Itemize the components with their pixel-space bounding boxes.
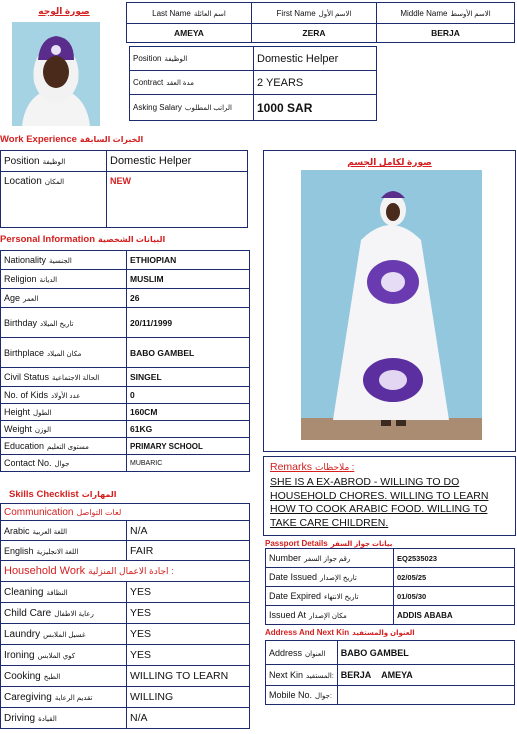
contract-value: 2 YEARS — [254, 71, 377, 95]
last-name-label: Last Name — [152, 8, 191, 18]
communication-title: Communication لغات التواصل — [1, 504, 250, 521]
work-location-value: NEW — [107, 172, 248, 228]
work-location-label: Location — [4, 176, 42, 187]
task-row-child-care: Child Care رعاية الاطفال YES — [1, 603, 250, 624]
household-title: Household Work اجادة الاعمال المنزلية : — [1, 561, 250, 582]
body-photo — [301, 170, 482, 440]
passport-title: Passport Details بيانات جواز السفر — [265, 539, 393, 548]
personal-row-kids: No. of Kids عدد الأولاد 0 — [1, 387, 250, 404]
passport-row-expired: Date Expired تاريخ الانتهاء 01/05/30 — [266, 587, 515, 606]
remarks-title: Remarks ملاحظات : — [270, 461, 355, 473]
middle-name-value: BERJA — [377, 24, 515, 43]
middle-name-label: Middle Name — [400, 8, 448, 18]
personal-row-contact: Contact No. جوال MUBARIC — [1, 455, 250, 472]
task-row-ironing: Ironing كوي الملابس YES — [1, 645, 250, 666]
passport-table — [265, 548, 515, 625]
language-row-english: English اللغة الانجليزية FAIR — [1, 541, 250, 561]
position-value: Domestic Helper — [254, 47, 377, 71]
last-name-value: AMEYA — [127, 24, 252, 43]
job-info-table: Position الوظيفة Domestic Helper Contract مدة العقد 2 YEARS Asking Salary الراتب المطلوب 1000 SAR — [129, 46, 377, 121]
personal-row-nationality: Nationality الجنسية ETHIOPIAN — [1, 251, 250, 270]
next-kin-row: Next Kin المستفيد: BERJA AMEYA — [266, 665, 515, 686]
address-row: Address العنوان BABO GAMBEL — [266, 641, 515, 665]
face-photo-title: صورة الوجه — [38, 6, 90, 16]
contract-label: Contract — [133, 78, 164, 87]
task-row-cleaning: Cleaning النظافة YES — [1, 582, 250, 603]
address-table — [265, 640, 515, 705]
work-experience-table: Position الوظيفة Domestic Helper Location المكان NEW — [0, 150, 248, 228]
personal-info-title: Personal Information البيانات الشخصية — [0, 234, 166, 245]
work-experience-title: Work Experience الخبرات السابقة — [0, 134, 144, 145]
first-name-label: First Name — [276, 8, 316, 18]
task-row-caregiving: Caregiving تقديم الرعاية WILLING — [1, 687, 250, 708]
salary-value: 1000 SAR — [254, 95, 377, 121]
task-row-laundry: Laundry غسيل الملابس YES — [1, 624, 250, 645]
passport-row-number: Number رقم جواز السفر EQ2535023 — [266, 549, 515, 568]
names-table: Last Name اسم العائلة First Name الاسم الأول Middle Name الاسم الأوسط AMEYA ZERA BERJA — [126, 2, 515, 43]
personal-row-birthday: Birthday تاريخ الميلاد 20/11/1999 — [1, 308, 250, 338]
personal-row-civil-status: Civil Status الحالة الاجتماعية SINGEL — [1, 368, 250, 387]
body-photo-title: صورة لكامل الجسم — [347, 157, 432, 167]
face-photo — [12, 22, 100, 126]
personal-row-height: Height الطول 160CM — [1, 404, 250, 421]
passport-row-issued: Date Issued تاريخ الإصدار 02/05/25 — [266, 568, 515, 587]
salary-label: Asking Salary — [133, 103, 182, 112]
position-label: Position — [133, 54, 162, 63]
work-position-label: Position — [4, 155, 40, 167]
first-name-value: ZERA — [252, 24, 377, 43]
personal-row-weight: Weight الوزن 61KG — [1, 421, 250, 438]
mobile-row: Mobile No. جوال: — [266, 686, 515, 705]
skills-title: Skills Checklist المهارات — [9, 489, 117, 500]
task-row-cooking: Cooking الطبخ WILLING TO LEARN — [1, 666, 250, 687]
personal-row-religion: Religion الديانة MUSLIM — [1, 270, 250, 289]
passport-row-issued-at: Issued At مكان الإصدار ADDIS ABABA — [266, 606, 515, 625]
personal-info-table — [0, 250, 250, 472]
personal-row-age: Age العمر 26 — [1, 289, 250, 308]
address-title: Address And Next Kin العنوان والمستفيد — [265, 628, 415, 637]
personal-row-birthplace: Birthplace مكان الميلاد BABO GAMBEL — [1, 338, 250, 368]
skills-table — [0, 503, 250, 729]
remarks-text: SHE IS A EX-ABROD - WILLING TO DO HOUSEHOLD CHORES. WILLING TO LEARN HOW TO COOK ARABIC FOOD. WILLING TO TAKE CARE CHILDREN. — [270, 476, 489, 529]
task-row-driving: Driving القيادة N/A — [1, 708, 250, 729]
personal-row-education: Education مستوى التعليم PRIMARY SCHOOL — [1, 438, 250, 455]
language-row-arabic: Arabic اللغة العربية N/A — [1, 521, 250, 541]
work-position-value: Domestic Helper — [107, 151, 248, 172]
